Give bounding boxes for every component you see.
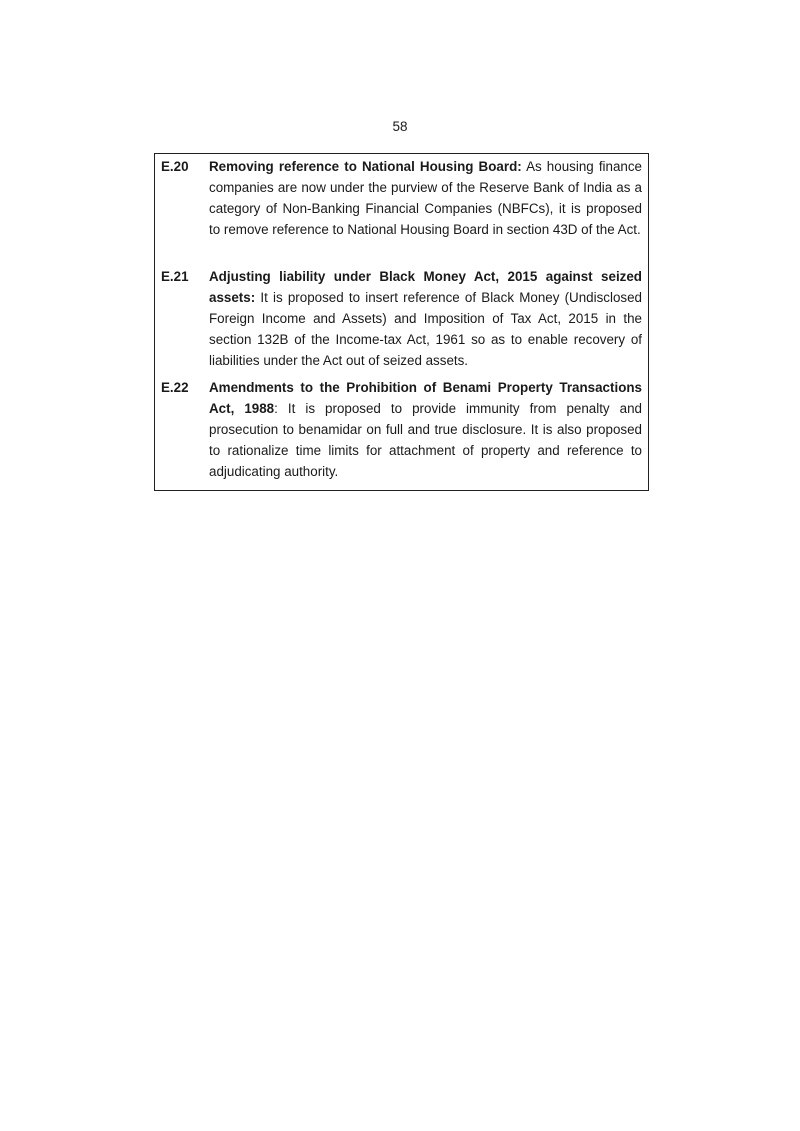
entry-code: E.20 <box>161 159 189 174</box>
amendments-box <box>154 153 649 491</box>
entry-body <box>209 377 642 482</box>
entry-code: E.21 <box>161 269 189 284</box>
entry-text: : It is proposed to provide immunity from penalty and prosecution to benamidar on full and true disclosure. It is also proposed to rationalize time limits for attachment of property and reference to adjudicating authority. <box>209 401 642 479</box>
entry-text: As housing finance companies are now under the purview of the Reserve Bank of India as a category of Non-Banking Financial Companies (NBFCs), it is proposed to remove reference to National Housing Board in section 43D of the Act. <box>209 159 643 237</box>
entry-e20 <box>155 156 648 240</box>
entry-code: E.22 <box>161 380 189 395</box>
entry-text: It is proposed to insert reference of Black Money (Undisclosed Foreign Income and Assets) and Imposition of Tax Act, 2015 in the section 132B of the Income-tax Act, 1961 so as to enable recovery of liabilities under the Act out of seized assets. <box>209 290 642 368</box>
entry-e22 <box>155 377 648 482</box>
entry-body <box>209 266 642 371</box>
entry-heading: Removing reference to National Housing Board: <box>209 159 522 174</box>
entry-heading: Amendments to the Prohibition of Benami Property Transactions Act, 1988 <box>209 380 642 416</box>
entry-e21 <box>155 266 648 371</box>
entry-heading: Adjusting liability under Black Money Act, 2015 against seized assets: <box>209 269 642 305</box>
page-number: 58 <box>392 119 408 134</box>
entry-body <box>209 156 642 240</box>
